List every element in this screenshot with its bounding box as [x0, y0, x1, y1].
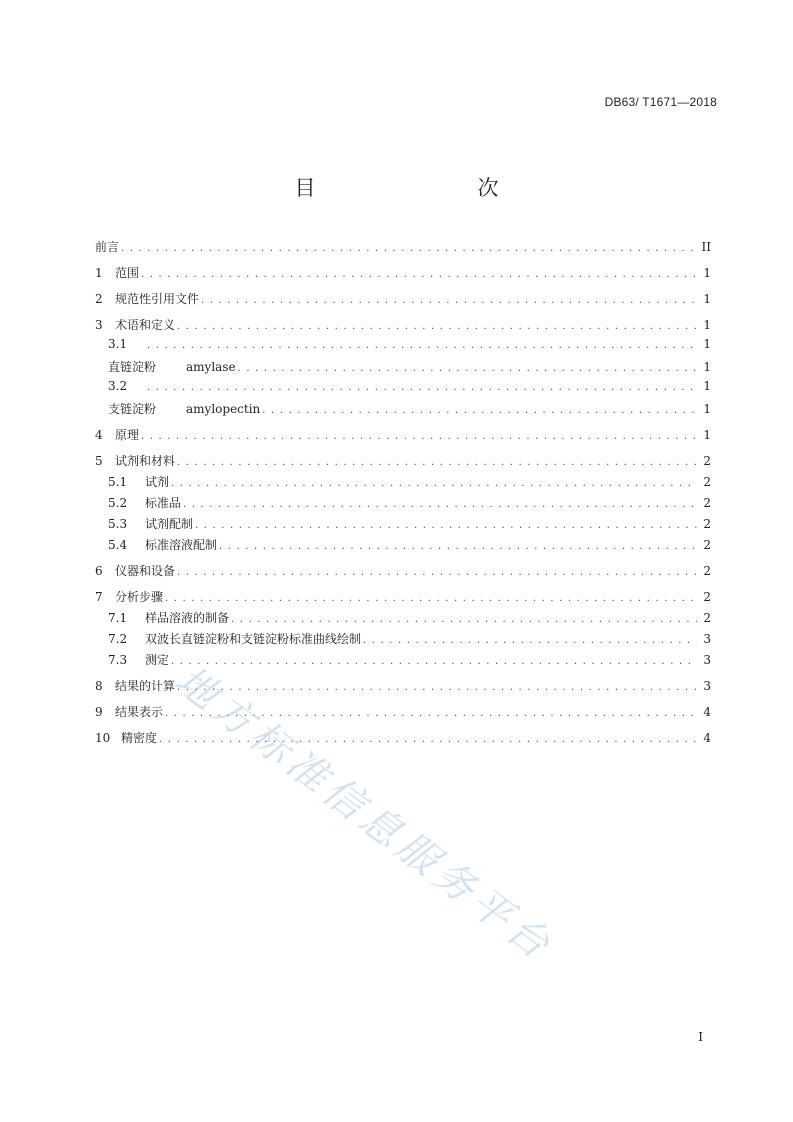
toc-entry-number: 9 [95, 705, 103, 719]
toc-entry[interactable] [95, 630, 711, 651]
toc-entry-title: 原理 [115, 428, 140, 442]
toc-entry-number: 5.2 [108, 496, 128, 510]
toc-entry-title: 分析步骤 [115, 590, 164, 604]
toc-entry-page: 2 [703, 496, 711, 510]
toc-entry-number: 5 [95, 454, 103, 468]
toc-leader-dots [183, 499, 697, 510]
toc-entry-title: 试剂 [145, 475, 170, 489]
toc-leader-dots [141, 431, 697, 442]
toc-entry[interactable] [95, 316, 711, 337]
toc-entry-title: 标准溶液配制 [145, 538, 218, 552]
toc-entry-page: 2 [703, 454, 711, 468]
toc-entry-page: 1 [703, 379, 711, 393]
watermark: 地方标准信息服务平台 [166, 657, 562, 971]
table-of-contents [95, 238, 711, 750]
toc-entry-page: 4 [703, 731, 711, 745]
toc-entry-english-term: amylase [186, 360, 236, 374]
toc-entry-page: 1 [703, 360, 711, 374]
toc-entry-page: 1 [703, 292, 711, 306]
toc-entry[interactable] [95, 729, 711, 750]
toc-entry-title: 支链淀粉 [108, 402, 157, 416]
toc-entry[interactable] [95, 426, 711, 447]
toc-entry[interactable] [95, 588, 711, 609]
toc-entry-page: 3 [703, 653, 711, 667]
toc-entry-number: 3.2 [108, 379, 128, 393]
toc-entry[interactable] [95, 677, 711, 698]
toc-entry-title: 范围 [115, 266, 140, 280]
toc-entry-number: 4 [95, 428, 103, 442]
toc-leader-dots [195, 520, 697, 531]
page-number: I [698, 1030, 703, 1044]
toc-entry[interactable] [95, 264, 711, 285]
toc-entry-page: 1 [703, 337, 711, 351]
toc-entry[interactable] [95, 515, 711, 536]
toc-entry-title: 试剂和材料 [115, 454, 176, 468]
toc-leader-dots [262, 405, 697, 416]
toc-entry-page: 1 [703, 318, 711, 332]
toc-entry-title: 精密度 [121, 731, 158, 745]
toc-entry-number: 5.4 [108, 538, 128, 552]
toc-entry-page: 3 [703, 679, 711, 693]
toc-leader-dots [159, 734, 697, 745]
toc-entry[interactable] [95, 290, 711, 311]
toc-leader-dots [165, 708, 697, 719]
toc-entry[interactable] [95, 494, 711, 515]
toc-leader-dots [363, 635, 697, 646]
toc-entry-title: 前言 [95, 240, 120, 254]
toc-entry-english-term: amylopectin [186, 402, 261, 416]
toc-entry-page: 4 [703, 705, 711, 719]
toc-entry-page: II [701, 240, 711, 254]
toc-entry[interactable] [95, 536, 711, 557]
toc-entry[interactable] [95, 473, 711, 494]
toc-entry-number: 3 [95, 318, 103, 332]
toc-leader-dots [165, 593, 697, 604]
toc-entry-number: 1 [95, 266, 103, 280]
toc-leader-dots [121, 243, 697, 254]
toc-entry-title: 结果表示 [115, 705, 164, 719]
toc-entry-page: 2 [703, 475, 711, 489]
toc-entry[interactable] [95, 379, 711, 400]
toc-entry-page: 2 [703, 517, 711, 531]
document-code: DB63/ T1671—2018 [604, 95, 717, 109]
toc-entry-number: 7.2 [108, 632, 128, 646]
toc-leader-dots [147, 382, 697, 393]
toc-entry-page: 2 [703, 538, 711, 552]
toc-entry-title: 标准品 [145, 496, 182, 510]
toc-leader-dots [177, 457, 697, 468]
toc-leader-dots [177, 321, 697, 332]
toc-leader-dots [171, 478, 697, 489]
toc-entry-number: 7 [95, 590, 103, 604]
toc-leader-dots [201, 295, 697, 306]
toc-entry-title: 结果的计算 [115, 679, 176, 693]
toc-entry[interactable] [95, 400, 711, 421]
toc-leader-dots [141, 269, 697, 280]
toc-entry-number: 2 [95, 292, 103, 306]
toc-entry-number: 7.1 [108, 611, 128, 625]
toc-entry-page: 2 [703, 611, 711, 625]
toc-entry[interactable] [95, 609, 711, 630]
toc-entry-title: 双波长直链淀粉和支链淀粉标准曲线绘制 [145, 632, 362, 646]
toc-entry-page: 1 [703, 428, 711, 442]
toc-entry-number: 10 [95, 731, 111, 745]
page-title: 目 次 [294, 176, 539, 200]
toc-entry-page: 1 [703, 266, 711, 280]
toc-entry-number: 5.3 [108, 517, 128, 531]
toc-entry-number: 5.1 [108, 475, 128, 489]
toc-entry[interactable] [95, 452, 711, 473]
toc-entry[interactable] [95, 651, 711, 672]
toc-entry-page: 1 [703, 402, 711, 416]
toc-entry[interactable] [95, 337, 711, 358]
toc-leader-dots [177, 567, 697, 578]
toc-leader-dots [177, 682, 697, 693]
toc-entry-page: 3 [703, 632, 711, 646]
toc-entry-number: 3.1 [108, 337, 128, 351]
toc-leader-dots [219, 541, 697, 552]
toc-leader-dots [147, 340, 697, 351]
toc-entry-title: 测定 [145, 653, 170, 667]
toc-entry-number: 8 [95, 679, 103, 693]
toc-entry-title: 术语和定义 [115, 318, 176, 332]
toc-entry[interactable] [95, 562, 711, 583]
toc-entry-title: 仪器和设备 [115, 564, 176, 578]
toc-leader-dots [238, 363, 697, 374]
toc-leader-dots [231, 614, 697, 625]
toc-entry-title: 规范性引用文件 [115, 292, 200, 306]
toc-entry-number: 7.3 [108, 653, 128, 667]
toc-entry[interactable] [95, 238, 711, 259]
toc-entry-number: 6 [95, 564, 103, 578]
toc-leader-dots [171, 656, 697, 667]
toc-entry-page: 2 [703, 564, 711, 578]
toc-entry-page: 2 [703, 590, 711, 604]
toc-entry-title: 直链淀粉 [108, 360, 157, 374]
toc-entry-title: 试剂配制 [145, 517, 194, 531]
toc-entry[interactable] [95, 703, 711, 724]
toc-entry-title: 样品溶液的制备 [145, 611, 230, 625]
toc-entry[interactable] [95, 358, 711, 379]
